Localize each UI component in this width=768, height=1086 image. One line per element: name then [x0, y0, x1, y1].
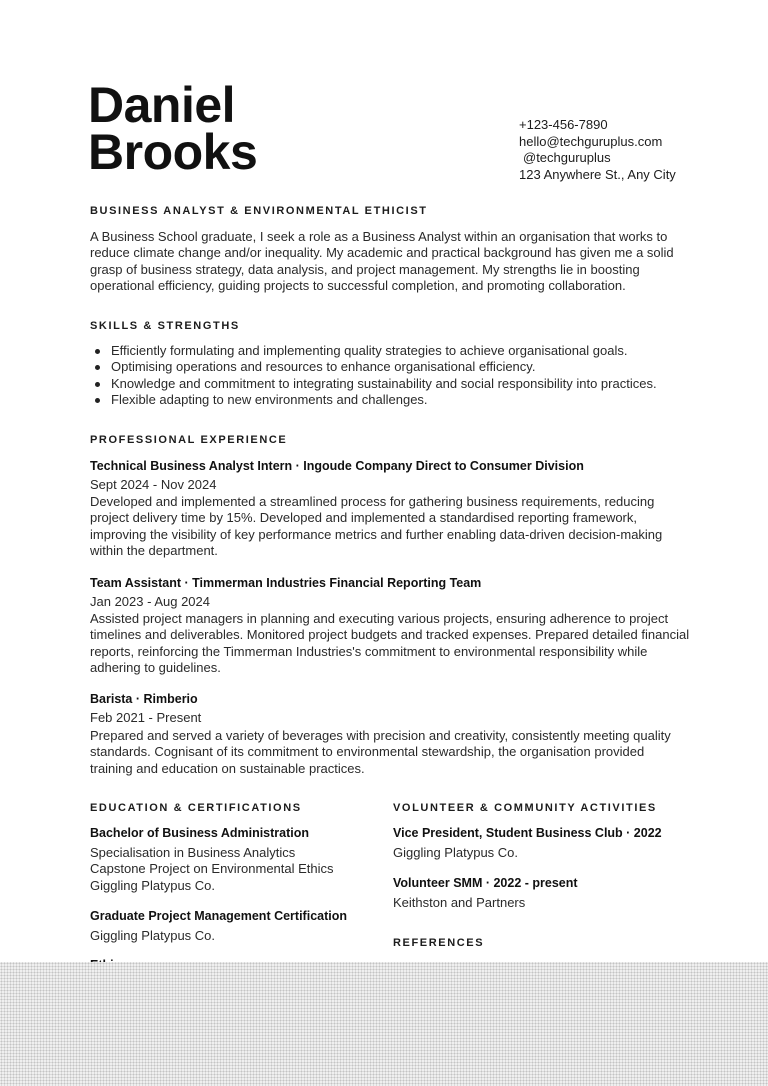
job-title: Team Assistant · Timmerman Industries Financial Reporting Team	[90, 576, 482, 590]
volunteer-org: Giggling Platypus Co.	[393, 845, 519, 860]
skill-item: Flexible adapting to new environments and challenges.	[90, 392, 690, 408]
education-title: Bachelor of Business Administration	[90, 826, 310, 840]
education-details	[90, 845, 334, 894]
job-description: Prepared and served a variety of beverages with precision and creativity, consistently meeting quality standards. Cognisant of its commitment to environmental stewardship, the organisation provided training and education on sustainable practices.	[90, 728, 671, 776]
contact-phone: +123-456-7890	[519, 117, 608, 132]
job-dates: Jan 2023 - Aug 2024	[90, 594, 210, 609]
education-title: Graduate Project Management Certification	[90, 909, 348, 923]
experience-heading: PROFESSIONAL EXPERIENCE	[90, 434, 288, 446]
skill-item: Efficiently formulating and implementing quality strategies to achieve organisational goals.	[90, 343, 690, 359]
job-title: Technical Business Analyst Intern · Ingoude Company Direct to Consumer Division	[90, 459, 584, 473]
volunteer-title: Volunteer SMM · 2022 - present	[393, 876, 578, 890]
skills-heading: SKILLS & STRENGTHS	[90, 320, 240, 332]
volunteer-heading: VOLUNTEER & COMMUNITY ACTIVITIES	[393, 802, 657, 814]
dotted-overlay	[0, 962, 768, 1086]
education-line: Specialisation in Business Analytics	[90, 845, 296, 860]
contact-block	[519, 117, 676, 183]
education-line: Giggling Platypus Co.	[90, 928, 216, 943]
candidate-name	[88, 77, 258, 180]
contact-email: hello@techguruplus.com	[519, 133, 663, 149]
skills-list	[90, 343, 690, 409]
contact-handle: @techguruplus	[523, 150, 611, 165]
job-dates: Sept 2024 - Nov 2024	[90, 477, 217, 492]
first-name: Daniel	[88, 77, 236, 133]
references-heading: REFERENCES	[393, 937, 485, 949]
job-title: Barista · Rimberio	[90, 692, 198, 706]
contact-address: 123 Anywhere St., Any City	[519, 166, 676, 182]
volunteer-org: Keithston and Partners	[393, 895, 526, 910]
last-name: Brooks	[88, 124, 258, 180]
summary-text: A Business School graduate, I seek a role as a Business Analyst within an organisation that works to reduce climate change and/or inequality. My academic and practical background has given me a solid grasp of business strategy, data analysis, and project management. My strengths lie in boosting operational efficiency, guiding projects to successful completion, and promoting collaboration.	[90, 229, 674, 294]
education-line: Giggling Platypus Co.	[90, 877, 216, 893]
summary-heading: BUSINESS ANALYST & ENVIRONMENTAL ETHICIST	[90, 205, 428, 217]
job-dates: Feb 2021 - Present	[90, 710, 202, 725]
volunteer-title: Vice President, Student Business Club · 2022	[393, 826, 662, 840]
job-description: Assisted project managers in planning and executing various projects, ensuring adherence to project timelines and deliverables. Monitored project budgets and tracked expenses. Prepared detailed financial reports, reinforcing the Timmerman Industries's commitment to environmental responsibility while adhering to guidelines.	[90, 611, 690, 676]
education-line: Capstone Project on Environmental Ethics	[90, 861, 334, 877]
skill-item: Knowledge and commitment to integrating sustainability and social responsibility into practices.	[90, 376, 690, 392]
education-details	[90, 928, 215, 944]
education-heading: EDUCATION & CERTIFICATIONS	[90, 802, 302, 814]
job-description: Developed and implemented a streamlined process for gathering business requirements, reducing project delivery time by 15%. Developed and implemented a standardised reporting framework, improving the visibility of key performance metrics and further enabling data-driven decision-making within the department.	[90, 494, 663, 559]
skill-item: Optimising operations and resources to enhance organisational efficiency.	[90, 359, 690, 375]
